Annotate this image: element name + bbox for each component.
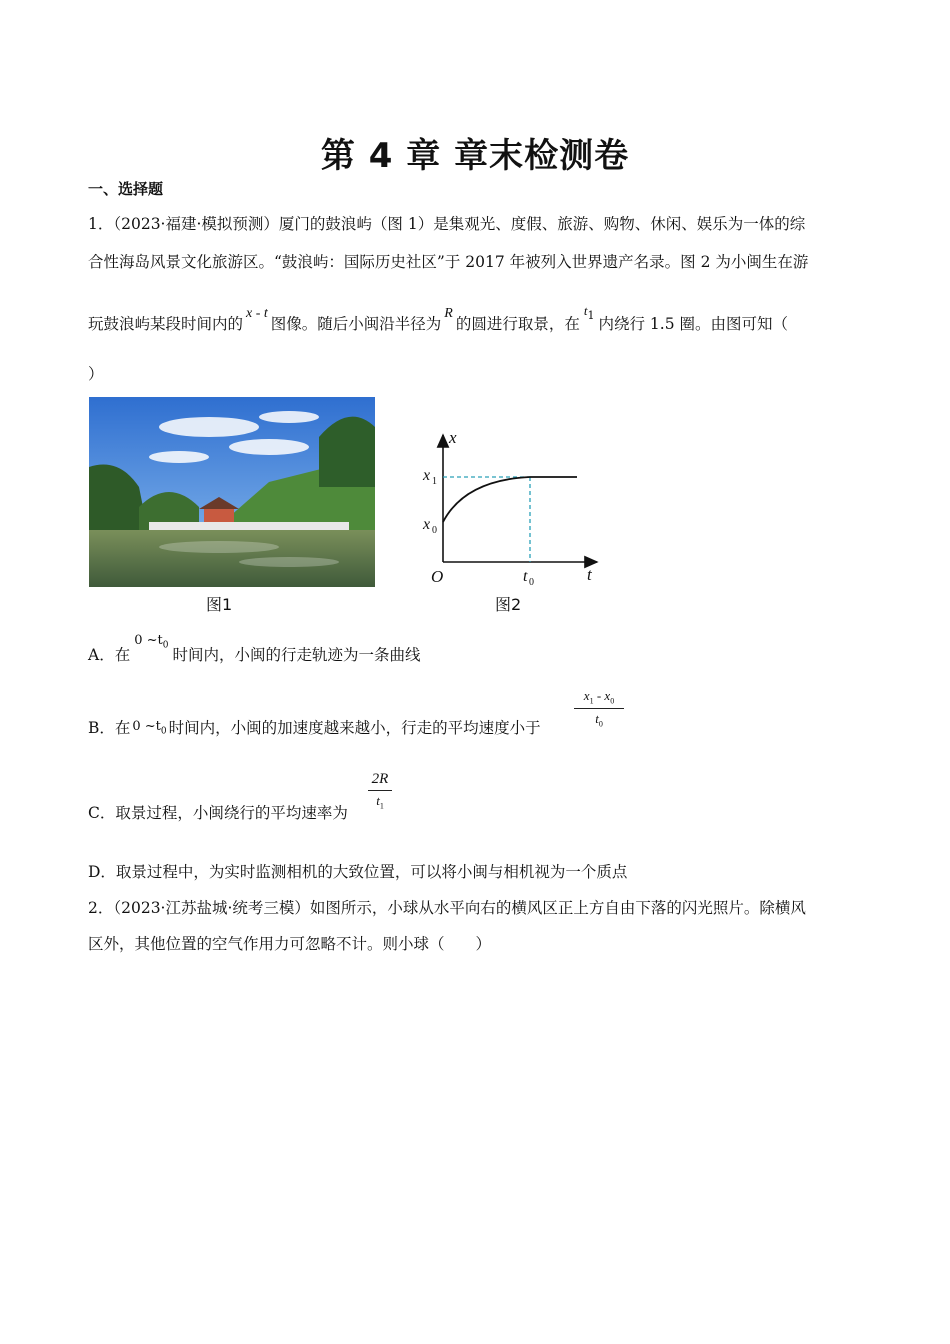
y-axis-label: x [449, 428, 457, 447]
option-b-numerator-b-sub: 0 [610, 696, 615, 706]
t1-subscript: 1 [587, 309, 595, 323]
x0-subscript: 0 [432, 525, 437, 536]
x0-label: x [423, 516, 431, 533]
xt-symbol: x - t [246, 306, 268, 321]
option-c-denominator: t [376, 793, 380, 808]
q1-line-3d: 内绕行 1.5 圈。由图可知（ [598, 315, 789, 333]
t0-subscript: 0 [529, 577, 534, 588]
option-c-denominator-sub: 1 [379, 801, 384, 811]
q1-line-3b: 图像。随后小闽沿半径为 [270, 315, 442, 333]
option-b-numerator-a-sub: 1 [589, 696, 594, 706]
figure-1-caption: 图1 [206, 595, 233, 614]
gulangyu-photo [89, 397, 375, 587]
q2-line-2: 区外，其他位置的空气作用力可忽略不计。则小球（ ） [88, 935, 492, 953]
q1-line-2: 合性海岛风景文化旅游区。“鼓浪屿：国际历史社区”于 2017 年被列入世界遗产名录。图 2 为小闽生在游 [88, 253, 809, 271]
q1-line-1: 1．（2023·福建·模拟预测）厦门的鼓浪屿（图 1）是集观光、度假、旅游、购物、休闲、娱乐为一体的综 [88, 215, 806, 233]
option-c: C．取景过程，小闽绕行的平均速率为 [88, 804, 348, 822]
option-a-subscript: 0 [162, 640, 169, 651]
option-b-numerator-a: x [583, 688, 590, 703]
option-c-numerator: 2R [371, 771, 389, 787]
option-b-range: 0 ~t [132, 719, 161, 734]
option-b-fraction [574, 688, 624, 728]
x1-label: x [423, 467, 431, 484]
page-title: 第 4 章 章末检测卷 [320, 136, 630, 176]
figure-2-caption: 图2 [495, 595, 522, 614]
option-a-prefix: A．在 [88, 646, 131, 664]
q1-line-3c: 的圆进行取景，在 [455, 315, 580, 333]
option-b-text: 时间内，小闽的加速度越来越小，行走的平均速度小于 [168, 719, 541, 737]
option-b [88, 716, 541, 740]
origin-label: O [431, 567, 444, 586]
x-axis-label: t [587, 565, 592, 584]
xt-graph [415, 425, 605, 590]
q2-line-1: 2．（2023·江苏盐城·统考三模）如图所示，小球从水平向右的横风区正上方自由下落的闪光照片。除横风 [88, 899, 806, 917]
xt-curve [443, 477, 530, 522]
t1-symbol: t [583, 303, 588, 318]
section-heading: 一、选择题 [88, 180, 164, 198]
option-b-numerator-b: x [604, 688, 611, 703]
option-b-denominator-sub: 0 [598, 719, 603, 729]
option-b-prefix: B．在 [88, 719, 131, 737]
option-b-minus: - [593, 688, 605, 703]
x1-subscript: 1 [432, 476, 437, 487]
q1-line-3a: 玩鼓浪屿某段时间内的 [88, 315, 244, 333]
option-b-denominator: t [595, 710, 599, 726]
option-a-text: 时间内，小闽的行走轨迹为一条曲线 [172, 646, 421, 664]
option-c-fraction [368, 771, 392, 811]
q1-line-3 [88, 303, 789, 336]
option-d: D．取景过程中，为实时监测相机的大致位置，可以将小闽与相机视为一个质点 [88, 863, 628, 881]
option-b-subscript: 0 [160, 726, 167, 737]
t0-label: t [523, 568, 528, 585]
option-a-range: 0 ~t [134, 633, 163, 648]
q1-line-4: ） [88, 365, 104, 383]
radius-symbol: R [444, 306, 453, 321]
